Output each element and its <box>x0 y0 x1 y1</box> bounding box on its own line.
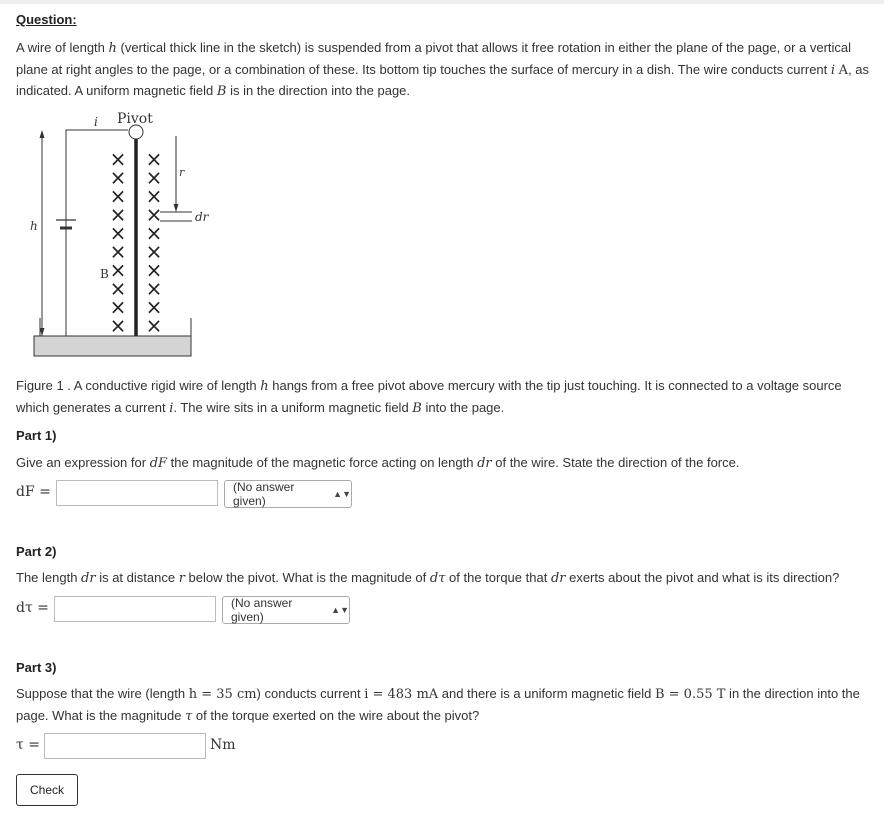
caption-B: B <box>412 400 422 416</box>
part3-question <box>16 683 876 727</box>
caption-h: h <box>260 379 269 394</box>
part2-heading: Part 2) <box>16 544 57 559</box>
field-cross: × <box>145 202 163 227</box>
part1-text-2: the magnitude of the magnetic force acting on length <box>167 455 478 470</box>
dr-label: dr <box>195 210 209 224</box>
part3-text-5: of the torque exerted on the wire about the pivot? <box>192 708 480 723</box>
field-cross: × <box>109 239 127 264</box>
part3-answer-input[interactable] <box>44 733 206 759</box>
part2-dr: dr <box>81 571 96 586</box>
mercury-dish <box>34 336 191 356</box>
intro-h: h <box>108 41 117 56</box>
wire-diagram <box>26 108 209 360</box>
r-label: r <box>179 166 185 179</box>
part1-text-3: of the wire. State the direction of the force. <box>491 455 740 470</box>
question-title: Question: <box>16 12 77 27</box>
field-cross: × <box>145 147 163 171</box>
part2-dtau: dτ <box>429 571 446 586</box>
caption-text-4: into the page. <box>421 399 505 415</box>
part3-text-2: ) conducts current <box>256 686 365 701</box>
field-cross: × <box>145 221 163 245</box>
intro-i: i <box>830 62 836 78</box>
part1-question <box>16 452 876 474</box>
part2-text-1: The length <box>16 570 82 585</box>
field-cross: × <box>109 202 127 227</box>
intro-unit-A: A <box>838 62 849 78</box>
field-cross: × <box>145 313 163 338</box>
part3-unit-label: Nm <box>210 737 236 753</box>
field-cross: × <box>109 221 127 245</box>
field-cross: × <box>109 147 127 171</box>
B-label: B <box>100 267 109 281</box>
part1-heading: Part 1) <box>16 428 57 443</box>
part3-text-1: Suppose that the wire (length <box>16 686 189 701</box>
part2-r: r <box>178 571 185 586</box>
caption-text-3: . The wire sits in a uniform magnetic field <box>173 399 413 415</box>
field-cross: × <box>145 276 163 301</box>
field-cross: × <box>109 295 127 319</box>
field-cross: × <box>109 184 127 208</box>
part1-text-1: Give an expression for <box>16 455 150 470</box>
pivot-label: Pivot <box>117 111 153 127</box>
part3-text-4: in the direction into the page. What is the magnitude <box>16 686 860 723</box>
part3-heading: Part 3) <box>16 660 57 675</box>
top-divider <box>0 0 884 4</box>
part2-text-4: of the torque that <box>445 570 551 585</box>
intro-text-1: A wire of length <box>16 40 109 55</box>
caption-text-1: Figure 1 . A conductive rigid wire of length <box>16 378 261 393</box>
field-cross: × <box>109 165 127 190</box>
caption-i: i <box>169 400 174 416</box>
part3-B-expr: B = 0.55 T <box>654 687 726 702</box>
part1-dF: dF <box>149 456 168 471</box>
check-button[interactable]: Check <box>16 774 78 806</box>
wire-figure <box>26 108 209 363</box>
part2-question <box>16 567 876 589</box>
part3-text-3: and there is a uniform magnetic field <box>438 686 655 701</box>
intro-text-4: is in the direction into the page. <box>226 83 411 98</box>
part3-tau: τ <box>185 709 193 724</box>
field-cross: × <box>145 258 163 282</box>
field-cross: × <box>109 276 127 301</box>
part1-direction-select[interactable] <box>224 480 352 508</box>
field-cross: × <box>145 239 163 264</box>
intro-text-2: (vertical thick line in the sketch) is suspended from a pivot that allows it free rotation in either the plane of the page, or a vertical plane at right angles to the page, or a combination of these. Its bottom tip touches the surface of mercury in a dish. The wire conducts current <box>16 40 852 77</box>
field-cross: × <box>145 184 163 208</box>
question-intro <box>16 38 876 103</box>
part1-dr: dr <box>477 456 492 471</box>
caption-text-2: hangs from a free pivot above mercury with the tip just touching. It is connected to a voltage source which generates a current <box>16 378 842 415</box>
part1-select-value: (No answer given) <box>233 480 295 508</box>
i-label: i <box>94 115 98 129</box>
intro-B: B <box>216 84 227 99</box>
field-cross: × <box>145 165 163 190</box>
part2-answer-label: dτ = <box>16 600 49 616</box>
part2-text-2: is at distance <box>95 570 179 585</box>
intro-text-3: , as indicated. A uniform magnetic field <box>16 61 870 98</box>
h-label: h <box>30 219 38 233</box>
figure-caption <box>16 376 866 419</box>
part2-text-5: exerts about the pivot and what is its direction? <box>565 570 840 585</box>
select-arrows-icon: ▲▼ <box>333 489 351 499</box>
part3-answer-label: τ = <box>16 737 40 753</box>
part2-text-3: below the pivot. What is the magnitude of <box>184 570 430 585</box>
part2-answer-input[interactable] <box>54 596 216 622</box>
part2-dr-2: dr <box>550 571 566 586</box>
part3-i-expr: i = 483 mA <box>364 687 439 702</box>
pivot-circle <box>129 125 143 139</box>
part1-answer-input[interactable] <box>56 480 218 506</box>
field-cross: × <box>109 258 127 282</box>
part3-h-expr: h = 35 cm <box>188 687 257 702</box>
field-cross: × <box>109 313 127 338</box>
part2-select-value: (No answer given) <box>231 596 293 624</box>
select-arrows-icon: ▲▼ <box>331 605 349 615</box>
part1-answer-label: dF = <box>16 484 51 500</box>
field-cross: × <box>145 295 163 319</box>
part2-direction-select[interactable] <box>222 596 350 624</box>
